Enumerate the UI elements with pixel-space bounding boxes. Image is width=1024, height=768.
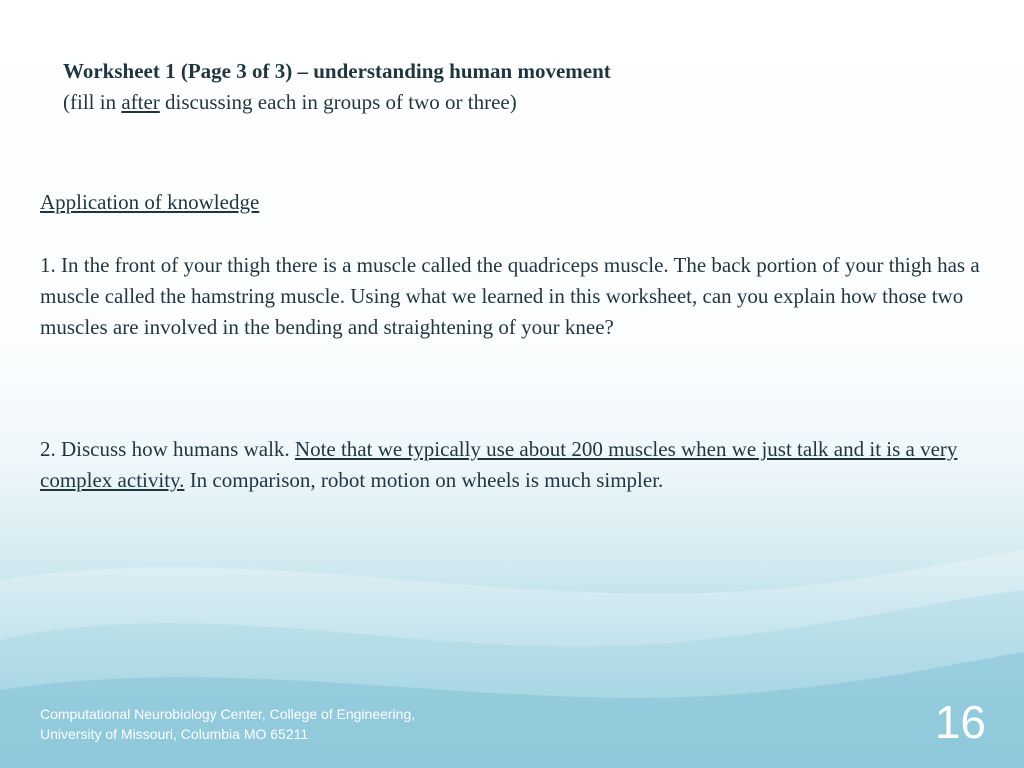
footer-line-1: Computational Neurobiology Center, College of Engineering, xyxy=(40,706,416,722)
subtitle-emphasis: after xyxy=(121,90,160,114)
question-2-note: Note that we typically use about 200 muscles when we just talk and it is a very complex activity. xyxy=(40,437,958,492)
question-2 xyxy=(40,434,1000,496)
subtitle-prefix: (fill in xyxy=(63,90,122,114)
question-1: 1. In the front of your thigh there is a muscle called the quadriceps muscle. The back portion of your thigh has a muscle called the hamstring muscle. Using what we learned in this worksheet, can you explain how those two muscles are involved in the bending and straightening of your knee? xyxy=(40,253,980,339)
footer-institution xyxy=(40,704,415,744)
subtitle-suffix: discussing each in groups of two or three) xyxy=(159,90,517,114)
question-2-prefix: 2. Discuss how humans walk. xyxy=(40,437,295,461)
question-2-suffix: In comparison, robot motion on wheels is much simpler. xyxy=(184,468,664,492)
worksheet-subtitle xyxy=(63,89,517,115)
footer-line-2: University of Missouri, Columbia MO 65211 xyxy=(40,726,309,742)
page-number: 16 xyxy=(934,696,986,748)
worksheet-title: Worksheet 1 (Page 3 of 3) – understanding human movement xyxy=(63,59,611,83)
section-heading: Application of knowledge xyxy=(40,190,260,214)
